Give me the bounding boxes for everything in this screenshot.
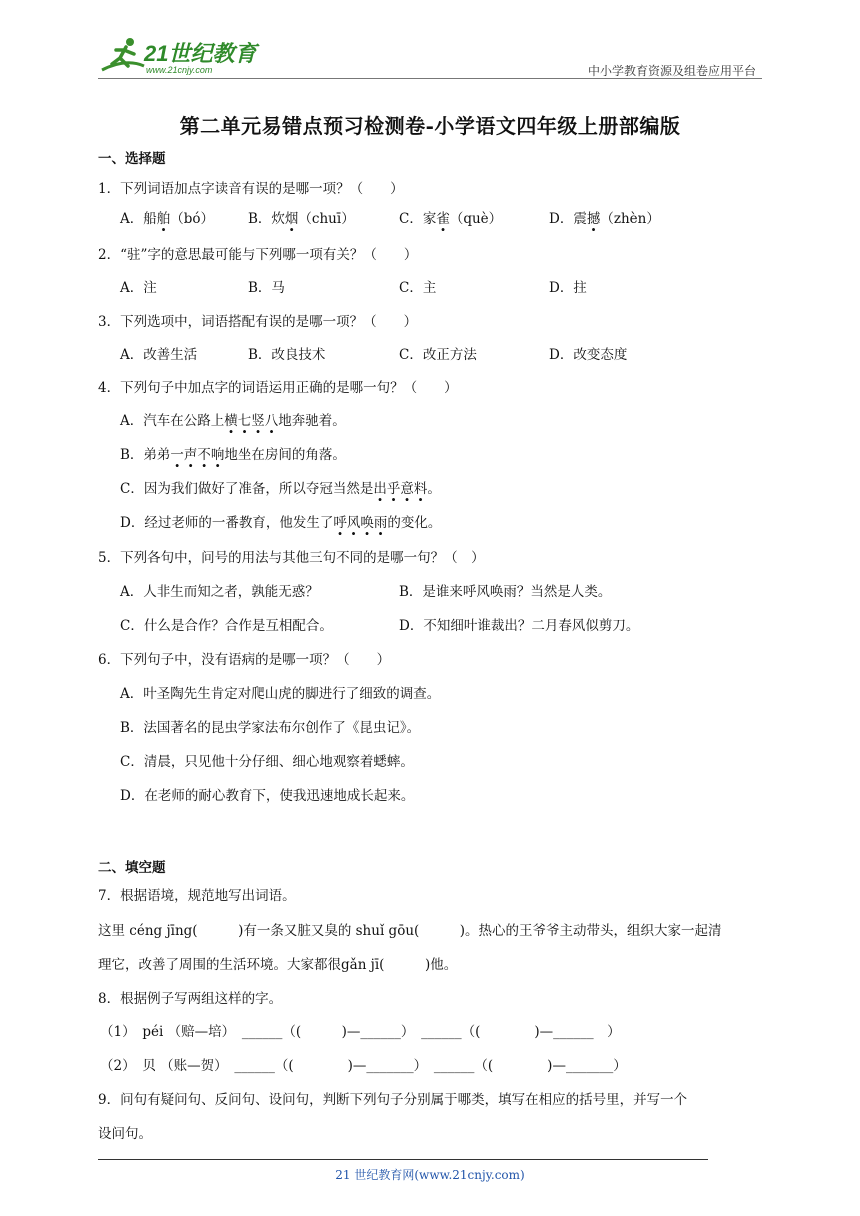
- question-6-option-b: B．法国著名的昆虫学家法布尔创作了《昆虫记》。: [120, 720, 421, 736]
- question-8-stem: 8．根据例子写两组这样的字。: [98, 991, 283, 1007]
- question-6-option-c: C．清晨，只见他十分仔细、细心地观察着蟋蟀。: [120, 754, 414, 770]
- question-2-option-b: B．马: [248, 280, 285, 296]
- question-3-option-a: A．改善生活: [120, 347, 198, 363]
- header-divider: [98, 78, 762, 79]
- question-9-line-2: 设问句。: [98, 1126, 152, 1142]
- question-5-stem: 5．下列各句中，问号的用法与其他三句不同的是哪一句？（ ）: [98, 550, 485, 566]
- site-logo: [96, 36, 266, 76]
- page-title: 第二单元易错点预习检测卷-小学语文四年级上册部编版: [179, 114, 681, 138]
- question-3-stem: 3．下列选项中，词语搭配有误的是哪一项？（ ）: [98, 314, 418, 330]
- question-1-option-d: D．震撼（zhèn）: [549, 211, 660, 227]
- logo-text: 21世纪教育: [144, 41, 257, 66]
- question-1-option-a: A．船舶（bó）: [120, 211, 215, 227]
- question-4-option-b: B．弟弟一声不响地坐在房间的角落。: [120, 447, 346, 463]
- question-3-option-c: C．改正方法: [399, 347, 477, 363]
- question-3-option-d: D．改变态度: [549, 347, 628, 363]
- question-4-option-d: D．经过老师的一番教育，他发生了呼风唤雨的变化。: [120, 515, 442, 531]
- question-2-stem: 2．“驻”字的意思最可能与下列哪一项有关？（ ）: [98, 247, 418, 263]
- question-7-stem: 7．根据语境，规范地写出词语。: [98, 888, 296, 904]
- question-6-option-d: D．在老师的耐心教育下，使我迅速地成长起来。: [120, 788, 415, 804]
- section-heading-choice: 一、选择题: [98, 151, 166, 167]
- question-4-stem: 4．下列句子中加点字的词语运用正确的是哪一句？（ ）: [98, 380, 458, 396]
- question-5-option-a: A．人非生而知之者，孰能无惑？: [120, 584, 319, 600]
- question-7-line-2: 理它，改善了周围的生活环境。大家都很gǎn jī( )他。: [98, 957, 458, 973]
- question-7-line-1: 这里 céng jīng( )有一条又脏又臭的 shuǐ gōu( )。热心的王爷爷主动带头，组织大家一起清: [98, 923, 722, 939]
- logo-url: www.21cnjy.com: [146, 65, 213, 75]
- question-1-stem: 1．下列词语加点字读音有误的是哪一项？（ ）: [98, 181, 404, 197]
- platform-name: 中小学教育资源及组卷应用平台: [587, 64, 756, 78]
- question-2-option-d: D．拄: [549, 280, 587, 296]
- question-4-option-c: C．因为我们做好了准备，所以夺冠当然是出乎意料。: [120, 481, 441, 497]
- question-6-stem: 6．下列句子中，没有语病的是哪一项？（ ）: [98, 652, 391, 668]
- question-5-option-b: B．是谁来呼风唤雨？当然是人类。: [399, 584, 612, 600]
- question-8-row-2: （2） 贝 （账—贺） ______（( )—_______） ______（( )—_______）: [100, 1058, 627, 1074]
- section-heading-fill: 二、填空题: [98, 860, 166, 876]
- question-4-option-a: A．汽车在公路上横七竖八地奔驰着。: [120, 413, 346, 429]
- question-5-option-c: C．什么是合作？合作是互相配合。: [120, 618, 333, 634]
- question-1-option-b: B．炊烟（chuī）: [248, 211, 355, 227]
- question-1-option-c: C．家雀（què）: [399, 211, 503, 227]
- question-6-option-a: A．叶圣陶先生肯定对爬山虎的脚进行了细致的调查。: [120, 686, 441, 702]
- footer-divider: [98, 1159, 708, 1160]
- footer-link[interactable]: 21 世纪教育网(www.21cnjy.com): [335, 1168, 525, 1182]
- question-8-row-1: （1） péi （赔—培） ______（( )—______） ______（( )—______ ）: [100, 1024, 621, 1040]
- question-5-option-d: D．不知细叶谁裁出？二月春风似剪刀。: [399, 618, 640, 634]
- question-2-option-a: A．注: [120, 280, 157, 296]
- question-3-option-b: B．改良技术: [248, 347, 326, 363]
- question-9-line-1: 9．问句有疑问句、反问句、设问句，判断下列句子分别属于哪类，填写在相应的括号里，并写一个: [98, 1092, 688, 1108]
- question-2-option-c: C．主: [399, 280, 437, 296]
